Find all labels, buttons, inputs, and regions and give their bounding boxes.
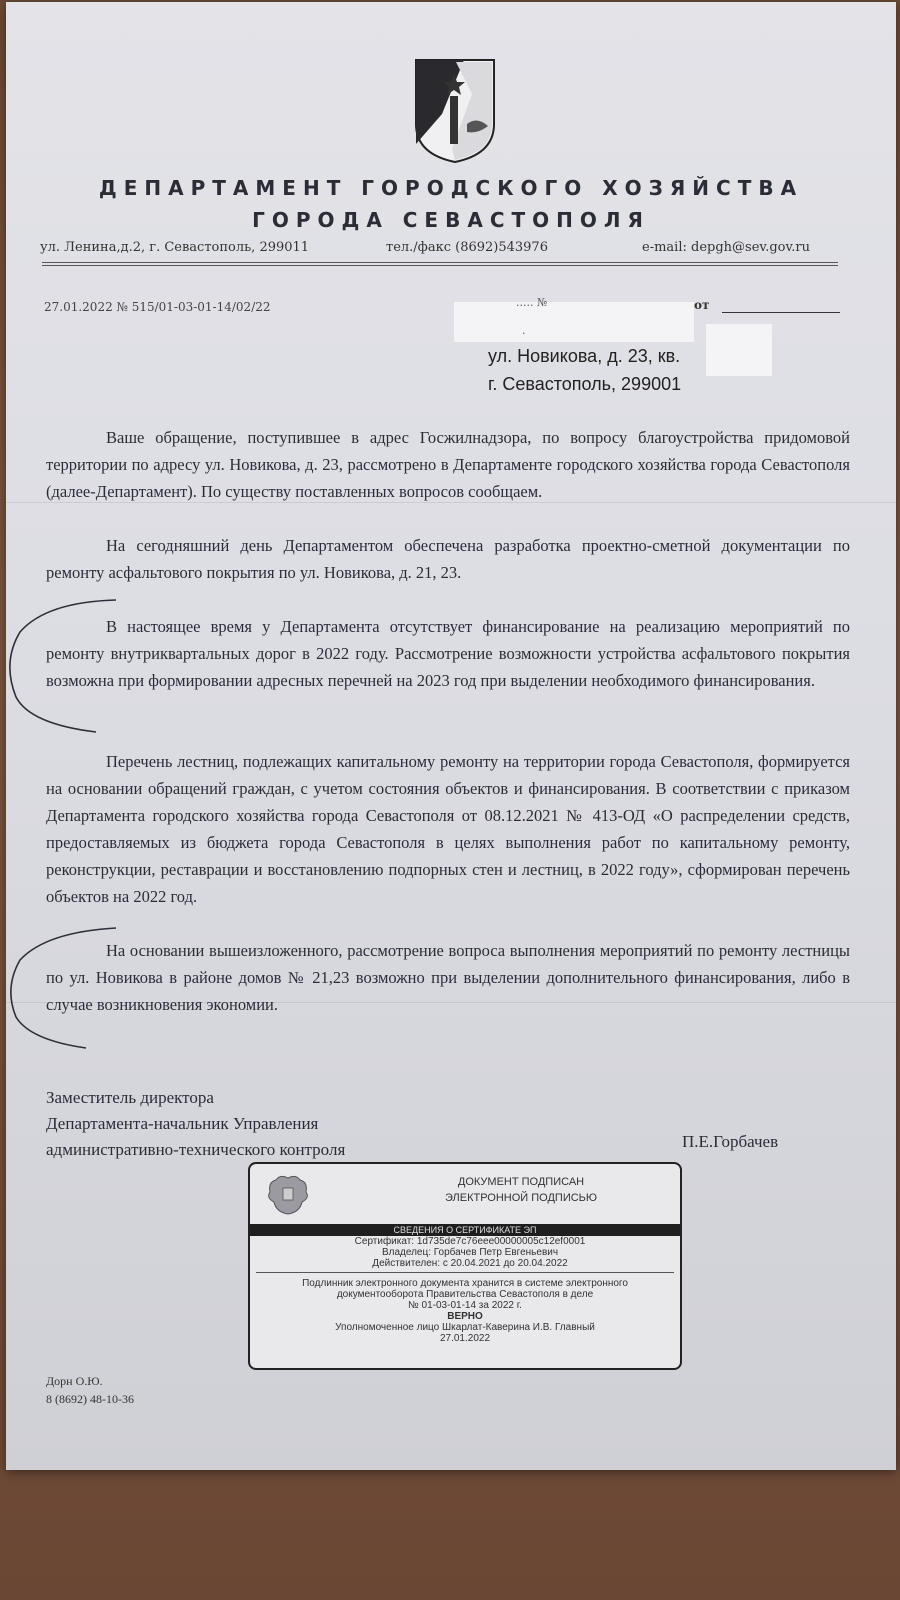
handwritten-bracket <box>6 922 126 1052</box>
verified-mark: ВЕРНО <box>447 1311 483 1322</box>
stamp-divider <box>256 1272 674 1273</box>
department-name-line1: ДЕПАРТАМЕНТ ГОРОДСКОГО ХОЗЯЙСТВА <box>98 176 804 200</box>
outgoing-reference-number: 27.01.2022 № 515/01-03-01-14/02/22 <box>44 300 271 314</box>
department-name-line2: ГОРОДА СЕВАСТОПОЛЯ <box>252 208 650 232</box>
stamp-heading <box>370 1174 672 1206</box>
department-address: ул. Ленина,д.2, г. Севастополь, 299011 <box>40 240 310 255</box>
handwritten-bracket <box>6 592 126 742</box>
authorized-person: Уполномоченное лицо Шкарлат-Каверина И.В. Главный <box>335 1322 595 1333</box>
certificate-header-bar: СВЕДЕНИЯ О СЕРТИФИКАТЕ ЭП <box>250 1224 680 1236</box>
signatory-name: П.Е.Горбачев <box>682 1132 779 1151</box>
body-paragraph: Перечень лестниц, подлежащих капитальному ремонту на территории города Севастополя, формируется на основании обращений граждан, с учетом состояния объектов и финансирования. В соответствии с приказом Департамента городского хозяйства города Севастополя от 08.12.2021 № 413-ОД «О распределении средств, предоставляемых из бюджета города Севастополя в целях выполнения работ по капитальному ремонту, реконструкции, реставрации и восстановлению подпорных стен и лестниц, в 2022 году», сформирован перечень объектов на 2022 год. <box>46 752 850 906</box>
certificate-owner: Владелец: Горбачев Петр Евгеньевич <box>381 1247 559 1258</box>
russian-eagle-emblem <box>266 1172 310 1218</box>
stamp-heading-line2: ЭЛЕКТРОННОЙ ПОДПИСЬЮ <box>444 1192 598 1204</box>
stamp-heading-line1: ДОКУМЕНТ ПОДПИСАН <box>457 1176 585 1188</box>
authenticity-case-number: № 01-03-01-14 за 2022 г. <box>408 1300 522 1311</box>
redaction-residue: ..... № <box>516 296 548 309</box>
electronic-signature-stamp <box>248 1162 682 1370</box>
certificate-details <box>270 1236 670 1269</box>
authenticity-line2: документооборота Правительства Севастополя в деле <box>336 1289 594 1300</box>
body-paragraph: На сегодняшний день Департаментом обеспечена разработка проектно-сметной документации по ремонту асфальтового покрытия по ул. Новикова, д. 21, 23. <box>46 536 850 582</box>
header-divider <box>42 265 838 266</box>
body-paragraph: На основании вышеизложенного, рассмотрение вопроса выполнения мероприятий по ремонту лестницы по ул. Новикова в районе домов № 21,23 возможно при выделении дополнительного финансирования, либо в случае возникновения экономии. <box>46 941 850 1014</box>
redacted-apartment <box>706 324 772 376</box>
signatory-title-line2: Департамента-начальник Управления <box>46 1114 319 1133</box>
redaction-residue: . <box>522 324 526 337</box>
signatory-title-line1: Заместитель директора <box>46 1088 214 1107</box>
sevastopol-coat-of-arms <box>412 54 498 164</box>
authenticity-note <box>258 1278 672 1344</box>
department-phone: тел./факс (8692)543976 <box>386 240 548 255</box>
body-paragraph: В настоящее время у Департамента отсутствует финансирование на реализацию мероприятий по ремонту внутриквартальных дорог в 2022 году. Рассмотрение возможности устройства асфальтового покрытия возможна при формировании адресных перечней на 2023 год при выделении необходимого финансирования. <box>46 617 850 690</box>
header-divider <box>42 262 838 263</box>
incoming-date-underline <box>722 312 840 313</box>
certificate-number: Сертификат: 1d735de7c76eee00000005c12ef0001 <box>354 1236 586 1247</box>
authenticity-line1: Подлинник электронного документа хранится в системе электронного <box>302 1278 628 1289</box>
letter-sheet <box>6 2 896 1470</box>
executor-name: Дорн О.Ю. <box>46 1374 103 1388</box>
signatory-title-line3: административно-технического контроля <box>46 1140 346 1159</box>
incoming-date-label: от <box>694 298 710 312</box>
recipient-address-line1: ул. Новикова, д. 23, кв. <box>488 346 681 366</box>
executor-phone: 8 (8692) 48-10-36 <box>46 1392 134 1406</box>
redacted-recipient-name <box>454 302 694 342</box>
stamp-date: 27.01.2022 <box>439 1333 491 1344</box>
certificate-validity: Действителен: с 20.04.2021 до 20.04.2022 <box>372 1258 568 1269</box>
body-paragraph: Ваше обращение, поступившее в адрес Госжилнадзора, по вопросу благоустройства придомовой территории по адресу ул. Новикова, д. 23, рассмотрено в Департаменте городского хозяйства города Севастополя (далее-Департамент). По существу поставленных вопросов сообщаем. <box>46 428 850 501</box>
recipient-address-line2: г. Севастополь, 299001 <box>488 374 682 394</box>
department-email: e-mail: depgh@sev.gov.ru <box>642 240 810 255</box>
